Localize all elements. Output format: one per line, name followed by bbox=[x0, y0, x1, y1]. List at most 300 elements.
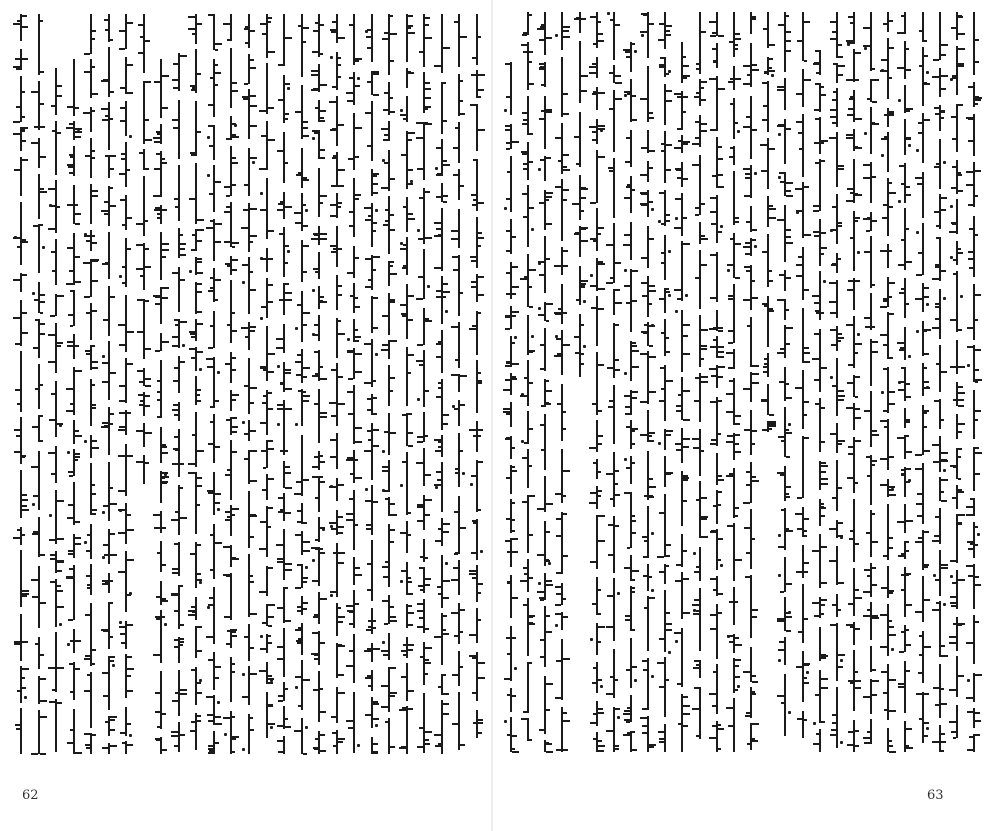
glyph-stem bbox=[664, 494, 666, 557]
glyph-stroke bbox=[145, 139, 152, 141]
glyph-stroke bbox=[232, 631, 236, 633]
glyph-stroke bbox=[941, 88, 946, 90]
glyph-stroke bbox=[162, 749, 167, 751]
text-column bbox=[778, 12, 792, 762]
glyph-stroke bbox=[390, 695, 395, 697]
glyph-stroke bbox=[436, 228, 441, 230]
glyph-stem bbox=[195, 626, 197, 658]
glyph-stroke bbox=[303, 602, 308, 604]
glyph-stroke bbox=[355, 329, 358, 331]
glyph-stroke bbox=[675, 580, 681, 582]
glyph-stroke bbox=[110, 554, 117, 556]
glyph-stroke bbox=[402, 532, 406, 534]
glyph-stroke bbox=[958, 431, 962, 433]
glyph-dot bbox=[59, 623, 62, 626]
glyph-stroke bbox=[180, 734, 185, 736]
glyph-stroke bbox=[438, 382, 441, 384]
glyph-stroke bbox=[581, 283, 586, 285]
glyph-stroke bbox=[355, 574, 362, 576]
glyph-stroke bbox=[384, 162, 388, 164]
glyph-stroke bbox=[901, 474, 904, 476]
glyph-stem bbox=[458, 255, 460, 316]
glyph-stroke bbox=[13, 317, 20, 319]
glyph-stroke bbox=[915, 541, 922, 543]
glyph-stroke bbox=[958, 675, 964, 677]
glyph-stroke bbox=[598, 540, 605, 542]
glyph-stroke bbox=[162, 162, 167, 164]
glyph-stroke bbox=[408, 413, 412, 415]
glyph-stem bbox=[973, 390, 975, 439]
glyph-stroke bbox=[615, 748, 619, 750]
glyph-stroke bbox=[833, 63, 836, 65]
glyph-stroke bbox=[640, 434, 647, 436]
glyph-stroke bbox=[581, 286, 585, 288]
glyph-stem bbox=[527, 315, 529, 355]
glyph-stroke bbox=[975, 319, 978, 321]
glyph-stroke bbox=[250, 673, 257, 675]
glyph-stroke bbox=[950, 366, 956, 368]
glyph-stroke bbox=[197, 311, 202, 313]
glyph-stroke bbox=[312, 580, 318, 582]
glyph-stroke bbox=[838, 56, 843, 58]
glyph-stroke bbox=[712, 175, 716, 177]
glyph-stroke bbox=[838, 333, 842, 335]
glyph-stroke bbox=[127, 744, 133, 746]
glyph-stroke bbox=[57, 570, 62, 572]
glyph-stroke bbox=[471, 281, 476, 283]
glyph-stroke bbox=[726, 707, 733, 709]
glyph-stem bbox=[853, 499, 855, 562]
glyph-stem bbox=[596, 732, 598, 752]
glyph-stem bbox=[476, 360, 478, 413]
glyph-stroke bbox=[952, 166, 956, 168]
glyph-stem bbox=[20, 614, 22, 661]
glyph-stroke bbox=[425, 662, 431, 664]
glyph-stem bbox=[510, 402, 512, 427]
glyph-stroke bbox=[546, 303, 553, 305]
glyph-stroke bbox=[778, 124, 784, 126]
glyph-stroke bbox=[666, 434, 671, 436]
glyph-stroke bbox=[227, 39, 230, 41]
glyph-dot bbox=[400, 484, 403, 487]
glyph-stroke bbox=[884, 709, 887, 711]
glyph-stroke bbox=[846, 40, 853, 42]
glyph-stroke bbox=[331, 251, 336, 253]
glyph-stroke bbox=[276, 338, 283, 340]
glyph-stroke bbox=[470, 256, 476, 258]
glyph-stroke bbox=[815, 50, 819, 52]
glyph-stem bbox=[544, 328, 546, 371]
glyph-stroke bbox=[197, 389, 201, 391]
glyph-stroke bbox=[154, 168, 160, 170]
glyph-stroke bbox=[298, 390, 301, 392]
glyph-stroke bbox=[180, 243, 186, 245]
glyph-stroke bbox=[941, 645, 945, 647]
glyph-stroke bbox=[855, 628, 860, 630]
glyph-stroke bbox=[563, 411, 566, 413]
glyph-stem bbox=[510, 306, 512, 329]
glyph-stem bbox=[647, 276, 649, 317]
glyph-stroke bbox=[408, 169, 413, 171]
glyph-stroke bbox=[968, 251, 973, 253]
glyph-stroke bbox=[92, 367, 98, 369]
glyph-stroke bbox=[624, 710, 630, 712]
glyph-stroke bbox=[367, 563, 371, 565]
glyph-stem bbox=[178, 485, 180, 535]
glyph-stroke bbox=[850, 96, 853, 98]
glyph-stroke bbox=[22, 590, 29, 592]
glyph-stroke bbox=[425, 82, 430, 84]
glyph-stroke bbox=[172, 572, 178, 574]
glyph-stroke bbox=[786, 128, 791, 130]
text-column bbox=[260, 14, 274, 764]
glyph-stroke bbox=[855, 280, 860, 282]
glyph-stroke bbox=[408, 534, 411, 536]
glyph-stroke bbox=[593, 738, 596, 740]
glyph-stroke bbox=[320, 238, 327, 240]
glyph-stroke bbox=[209, 145, 213, 147]
glyph-stroke bbox=[190, 333, 195, 335]
glyph-stroke bbox=[797, 497, 802, 499]
glyph-stroke bbox=[953, 399, 956, 401]
glyph-dot bbox=[548, 562, 551, 565]
glyph-stem bbox=[973, 498, 975, 516]
glyph-stroke bbox=[232, 514, 235, 516]
glyph-stem bbox=[441, 183, 443, 202]
glyph-stroke bbox=[935, 318, 939, 320]
glyph-stroke bbox=[338, 37, 345, 39]
glyph-stroke bbox=[455, 472, 458, 474]
glyph-stroke bbox=[581, 324, 584, 326]
glyph-stroke bbox=[718, 724, 721, 726]
glyph-stroke bbox=[87, 674, 90, 676]
glyph-stroke bbox=[537, 28, 544, 30]
glyph-stroke bbox=[855, 440, 861, 442]
glyph-stem bbox=[301, 596, 303, 615]
glyph-stroke bbox=[162, 287, 169, 289]
glyph-stroke bbox=[417, 603, 423, 605]
glyph-stroke bbox=[118, 532, 125, 534]
glyph-stroke bbox=[958, 33, 965, 35]
glyph-stroke bbox=[512, 293, 516, 295]
text-column bbox=[658, 12, 672, 762]
glyph-stroke bbox=[277, 209, 283, 211]
glyph-stem bbox=[143, 14, 145, 73]
glyph-stroke bbox=[365, 219, 371, 221]
glyph-stroke bbox=[383, 576, 388, 578]
glyph-stem bbox=[527, 495, 529, 553]
glyph-dot bbox=[504, 720, 507, 723]
glyph-stroke bbox=[889, 357, 893, 359]
glyph-stroke bbox=[632, 515, 635, 517]
glyph-stem bbox=[939, 601, 941, 657]
glyph-stroke bbox=[832, 312, 836, 314]
glyph-stroke bbox=[478, 435, 481, 437]
glyph-stroke bbox=[364, 343, 371, 345]
glyph-stroke bbox=[701, 536, 708, 538]
glyph-stem bbox=[301, 623, 303, 655]
glyph-stem bbox=[371, 670, 373, 691]
glyph-dot bbox=[555, 34, 558, 37]
glyph-stroke bbox=[314, 324, 318, 326]
glyph-stroke bbox=[232, 635, 237, 637]
glyph-stroke bbox=[546, 196, 552, 198]
glyph-stroke bbox=[632, 300, 637, 302]
glyph-stroke bbox=[966, 642, 973, 644]
glyph-stroke bbox=[22, 140, 26, 142]
glyph-stem bbox=[476, 460, 478, 512]
glyph-stroke bbox=[155, 350, 160, 352]
glyph-stroke bbox=[727, 435, 733, 437]
glyph-stroke bbox=[250, 289, 256, 291]
glyph-stroke bbox=[649, 391, 656, 393]
glyph-dot bbox=[898, 381, 901, 384]
glyph-stroke bbox=[804, 618, 808, 620]
glyph-stroke bbox=[863, 27, 870, 29]
glyph-stroke bbox=[546, 683, 553, 685]
glyph-stroke bbox=[589, 66, 596, 68]
glyph-stroke bbox=[683, 324, 690, 326]
glyph-stem bbox=[301, 291, 303, 342]
glyph-stroke bbox=[666, 472, 673, 474]
glyph-stroke bbox=[103, 505, 108, 507]
glyph-stroke bbox=[649, 112, 653, 114]
text-column bbox=[382, 14, 396, 764]
glyph-stroke bbox=[155, 303, 160, 305]
glyph-stroke bbox=[232, 426, 236, 428]
glyph-stem bbox=[125, 57, 127, 94]
glyph-stroke bbox=[951, 27, 956, 29]
glyph-stroke bbox=[958, 423, 965, 425]
glyph-stroke bbox=[349, 77, 353, 79]
glyph-stroke bbox=[867, 575, 870, 577]
glyph-stem bbox=[544, 236, 546, 293]
glyph-stem bbox=[939, 139, 941, 189]
glyph-stem bbox=[613, 649, 615, 698]
glyph-stroke bbox=[250, 647, 254, 649]
glyph-stroke bbox=[232, 369, 236, 371]
glyph-stroke bbox=[452, 256, 458, 258]
glyph-stroke bbox=[864, 569, 870, 571]
glyph-stroke bbox=[649, 435, 652, 437]
glyph-stroke bbox=[225, 511, 230, 513]
glyph-stroke bbox=[75, 543, 81, 545]
glyph-dot bbox=[375, 353, 378, 356]
glyph-stroke bbox=[889, 250, 892, 252]
glyph-stroke bbox=[40, 312, 43, 314]
glyph-stroke bbox=[373, 73, 379, 75]
glyph-stroke bbox=[696, 566, 699, 568]
glyph-stroke bbox=[453, 174, 458, 176]
glyph-stroke bbox=[848, 280, 853, 282]
glyph-stroke bbox=[478, 276, 484, 278]
glyph-stroke bbox=[804, 437, 809, 439]
glyph-stroke bbox=[315, 373, 318, 375]
glyph-dot bbox=[199, 581, 202, 584]
glyph-stroke bbox=[436, 356, 441, 358]
glyph-stroke bbox=[735, 122, 738, 124]
glyph-stroke bbox=[312, 476, 318, 478]
glyph-stroke bbox=[469, 328, 476, 330]
glyph-stroke bbox=[13, 537, 20, 539]
glyph-stroke bbox=[850, 682, 853, 684]
glyph-stem bbox=[939, 399, 941, 429]
glyph-stem bbox=[213, 414, 215, 463]
glyph-stroke bbox=[443, 633, 449, 635]
glyph-stroke bbox=[661, 223, 664, 225]
glyph-stroke bbox=[390, 667, 396, 669]
glyph-stroke bbox=[346, 720, 353, 722]
text-column bbox=[67, 14, 81, 764]
glyph-stroke bbox=[348, 727, 353, 729]
glyph-stroke bbox=[232, 242, 239, 244]
glyph-stroke bbox=[640, 98, 647, 100]
glyph-stem bbox=[527, 718, 529, 741]
glyph-stroke bbox=[383, 224, 388, 226]
glyph-stroke bbox=[718, 351, 724, 353]
glyph-dot bbox=[840, 659, 843, 662]
glyph-stem bbox=[476, 311, 478, 355]
glyph-stroke bbox=[864, 742, 870, 744]
glyph-stroke bbox=[297, 610, 301, 612]
glyph-stroke bbox=[347, 391, 353, 393]
glyph-stroke bbox=[127, 723, 131, 725]
glyph-stroke bbox=[355, 371, 362, 373]
glyph-dot bbox=[330, 525, 333, 528]
glyph-stroke bbox=[786, 277, 791, 279]
glyph-stroke bbox=[460, 744, 465, 746]
glyph-stroke bbox=[798, 256, 802, 258]
glyph-stroke bbox=[941, 197, 947, 199]
glyph-stroke bbox=[598, 410, 602, 412]
glyph-stroke bbox=[460, 666, 463, 668]
glyph-stem bbox=[870, 455, 872, 505]
glyph-stroke bbox=[540, 159, 544, 161]
glyph-stroke bbox=[367, 47, 371, 49]
glyph-stroke bbox=[127, 690, 133, 692]
glyph-stroke bbox=[735, 515, 738, 517]
glyph-stroke bbox=[225, 263, 230, 265]
glyph-stroke bbox=[608, 554, 613, 556]
glyph-stroke bbox=[197, 261, 202, 263]
glyph-stroke bbox=[154, 141, 160, 143]
glyph-stem bbox=[853, 437, 855, 493]
glyph-stroke bbox=[259, 168, 266, 170]
glyph-stroke bbox=[729, 41, 733, 43]
glyph-stroke bbox=[451, 612, 458, 614]
glyph-stroke bbox=[382, 600, 388, 602]
glyph-stroke bbox=[881, 587, 887, 589]
glyph-stroke bbox=[523, 119, 527, 121]
glyph-dot bbox=[84, 541, 87, 544]
glyph-stroke bbox=[277, 646, 283, 648]
glyph-stroke bbox=[924, 735, 928, 737]
glyph-stem bbox=[527, 96, 529, 135]
glyph-stroke bbox=[314, 132, 318, 134]
glyph-stroke bbox=[367, 648, 371, 650]
glyph-dot bbox=[881, 69, 884, 72]
glyph-stroke bbox=[918, 252, 922, 254]
glyph-stroke bbox=[122, 224, 125, 226]
glyph-stroke bbox=[34, 299, 38, 301]
glyph-stroke bbox=[555, 613, 561, 615]
glyph-stroke bbox=[49, 539, 55, 541]
glyph-stroke bbox=[632, 350, 639, 352]
glyph-stroke bbox=[478, 509, 481, 511]
glyph-stem bbox=[90, 672, 92, 728]
glyph-stroke bbox=[941, 75, 948, 77]
glyph-stroke bbox=[786, 190, 791, 192]
glyph-stroke bbox=[615, 302, 622, 304]
glyph-stroke bbox=[814, 109, 819, 111]
glyph-stroke bbox=[906, 541, 909, 543]
glyph-stroke bbox=[916, 693, 922, 695]
glyph-stem bbox=[353, 246, 355, 278]
glyph-stroke bbox=[901, 288, 904, 290]
glyph-stroke bbox=[17, 690, 20, 692]
glyph-stroke bbox=[799, 148, 802, 150]
glyph-stem bbox=[458, 433, 460, 487]
glyph-stroke bbox=[102, 381, 108, 383]
glyph-stroke bbox=[906, 728, 912, 730]
glyph-stroke bbox=[658, 39, 664, 41]
glyph-stroke bbox=[728, 330, 733, 332]
glyph-stroke bbox=[541, 84, 544, 86]
glyph-stem bbox=[38, 566, 40, 628]
glyph-stroke bbox=[780, 181, 784, 183]
glyph-stroke bbox=[763, 366, 767, 368]
glyph-stem bbox=[458, 209, 460, 248]
glyph-stroke bbox=[66, 576, 73, 578]
glyph-stroke bbox=[120, 120, 125, 122]
glyph-stroke bbox=[958, 514, 965, 516]
glyph-stroke bbox=[92, 361, 98, 363]
glyph-stroke bbox=[556, 518, 561, 520]
glyph-stroke bbox=[729, 473, 733, 475]
glyph-stroke bbox=[373, 175, 377, 177]
glyph-stroke bbox=[338, 333, 345, 335]
glyph-stem bbox=[922, 321, 924, 356]
glyph-stroke bbox=[864, 251, 870, 253]
glyph-stroke bbox=[924, 599, 930, 601]
glyph-dot bbox=[624, 269, 627, 272]
glyph-stem bbox=[870, 107, 872, 154]
glyph-stroke bbox=[607, 595, 613, 597]
glyph-stem bbox=[388, 413, 390, 455]
glyph-stroke bbox=[33, 495, 38, 497]
glyph-stroke bbox=[338, 674, 344, 676]
glyph-stroke bbox=[313, 616, 318, 618]
glyph-stroke bbox=[941, 479, 948, 481]
glyph-stroke bbox=[546, 503, 553, 505]
glyph-stroke bbox=[538, 314, 544, 316]
glyph-stroke bbox=[563, 513, 567, 515]
glyph-stem bbox=[441, 82, 443, 134]
glyph-stroke bbox=[889, 47, 894, 49]
glyph-stroke bbox=[84, 296, 90, 298]
glyph-stroke bbox=[22, 26, 28, 28]
glyph-stroke bbox=[87, 534, 90, 536]
glyph-stroke bbox=[473, 522, 476, 524]
glyph-stroke bbox=[145, 462, 149, 464]
glyph-stroke bbox=[761, 399, 767, 401]
glyph-stroke bbox=[728, 295, 733, 297]
glyph-stroke bbox=[172, 119, 178, 121]
glyph-stroke bbox=[507, 171, 510, 173]
glyph-stroke bbox=[769, 280, 773, 282]
glyph-stroke bbox=[110, 580, 113, 582]
glyph-stroke bbox=[86, 312, 90, 314]
